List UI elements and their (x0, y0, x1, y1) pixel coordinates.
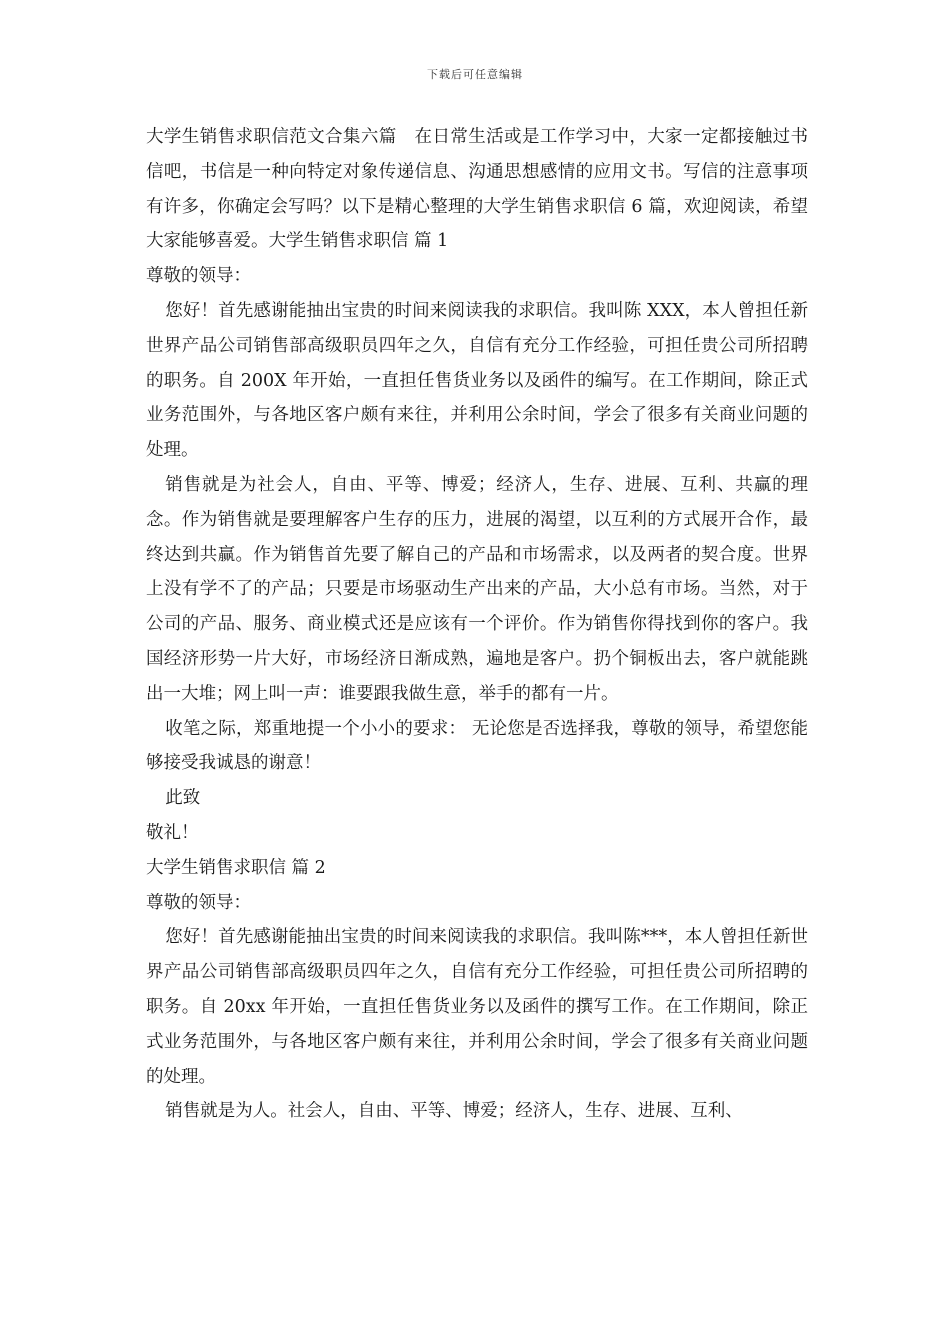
paragraph-intro: 大学生销售求职信范文合集六篇 在日常生活或是工作学习中，大家一定都接触过书信吧，书信是一种向特定对象传递信息、沟通思想感情的应用文书。写信的注意事项有许多，你确定会写吗？以下是精心整理的大学生销售求职信 6 篇，欢迎阅读，希望大家能够喜爱。大学生销售求职信 篇 1 (146, 127, 808, 252)
paragraph-body-2: 销售就是为社会人，自由、平等、博爱；经济人，生存、进展、互利、共赢的理念。作为销售就是要理解客户生存的压力，进展的渴望，以互利的方式展开合作，最终达到共赢。作为销售首先要了解自己的产品和市场需求，以及两者的契合度。世界上没有学不了的产品；只要是市场驱动生产出来的产品，大小总有市场。当然，对于公司的产品、服务、商业模式还是应该有一个评价。作为销售你得找到你的客户。我国经济形势一片大好，市场经济日渐成熟，遍地是客户。扔个铜板出去，客户就能跳出一大堆；网上叫一声：谁要跟我做生意，举手的都有一片。 (146, 474, 808, 704)
paragraph-salutation-1: 尊敬的领导： (146, 266, 251, 287)
paragraph-body-3: 收笔之际，郑重地提一个小小的要求： 无论您是否选择我，尊敬的领导，希望您能够接受我诚恳的谢意！ (146, 718, 808, 774)
paragraph-salutation-2: 尊敬的领导： (146, 892, 251, 913)
paragraph-closing-1: 此致 (165, 788, 201, 809)
paragraph-closing-2: 敬礼！ (146, 822, 199, 843)
document-body (146, 120, 808, 1129)
paragraph-body-1: 您好！首先感谢能抽出宝贵的时间来阅读我的求职信。我叫陈 XXX，本人曾担任新世界产品公司销售部高级职员四年之久，自信有充分工作经验，可担任贵公司所招聘的职务。自 200X 年开始，一直担任售货业务以及函件的编写。在工作期间，除正式业务范围外，与各地区客户颇有来往，并利用公余时间，学会了很多有关商业问题的处理。 (146, 300, 808, 461)
paragraph-body-5: 销售就是为人。社会人，自由、平等、博爱；经济人，生存、进展、互利、 (165, 1101, 743, 1122)
page-header-note: 下载后可任意编辑 (427, 68, 523, 81)
section-heading-2: 大学生销售求职信 篇 2 (146, 857, 326, 878)
paragraph-body-4: 您好！首先感谢能抽出宝贵的时间来阅读我的求职信。我叫陈***，本人曾担任新世界产品公司销售部高级职员四年之久，自信有充分工作经验，可担任贵公司所招聘的职务。自 20xx 年开始，一直担任售货业务以及函件的撰写工作。在工作期间，除正式业务范围外，与各地区客户颇有来往，并利用公余时间，学会了很多有关商业问题的处理。 (146, 927, 808, 1087)
